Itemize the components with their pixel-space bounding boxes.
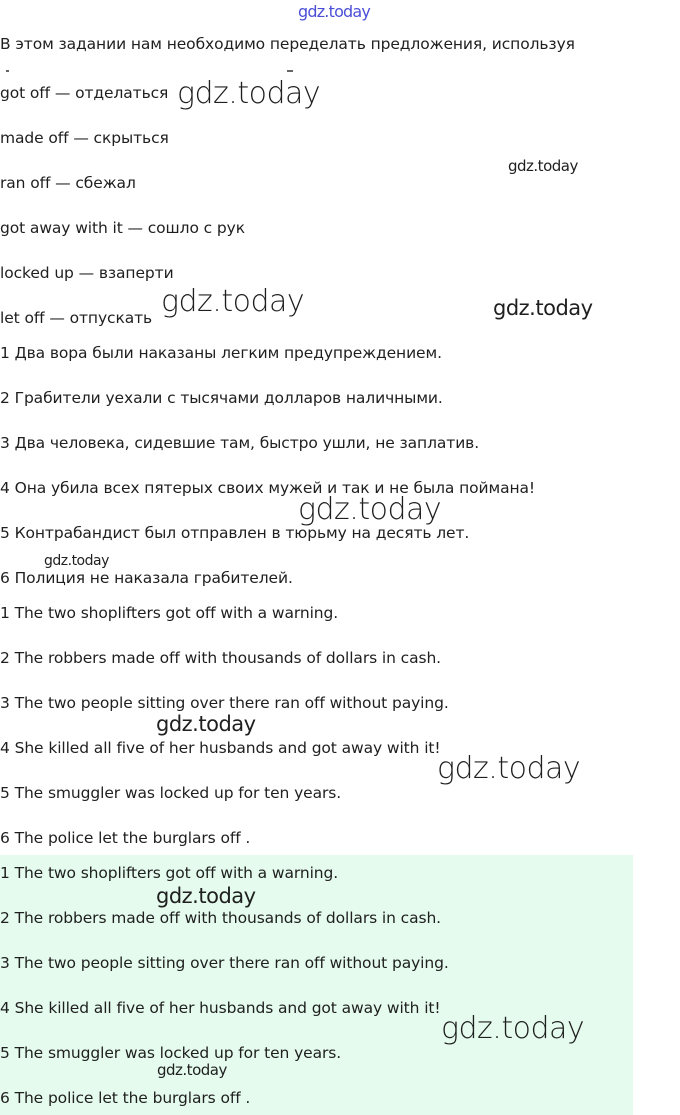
english-sentence: 4 She killed all five of her husbands and got away with it! — [0, 739, 441, 757]
watermark: gdz.today — [156, 712, 256, 736]
watermark: gdz.today — [493, 296, 593, 320]
watermark: gdz.today — [157, 1061, 227, 1079]
intro-text: В этом задании нам необходимо переделать предложения, используя — [0, 35, 575, 53]
russian-sentence: 1 Два вора были наказаны легким предупреждением. — [0, 344, 442, 362]
watermark: gdz.today — [437, 751, 581, 786]
vocabulary-item: made off — скрыться — [0, 129, 169, 147]
vocabulary-item: got off — отделаться — [0, 84, 169, 102]
english-sentence: 1 The two shoplifters got off with a warning. — [0, 604, 339, 622]
vocabulary-item: let off — отпускать — [0, 309, 153, 327]
english-sentence: 3 The two people sitting over there ran off without paying. — [0, 694, 449, 712]
watermark: gdz.today — [44, 553, 109, 569]
watermark: gdz.today — [508, 157, 578, 175]
english-sentence: 6 The police let the burglars off . — [0, 829, 251, 847]
english-sentence: 2 The robbers made off with thousands of dollars in cash. — [0, 649, 442, 667]
russian-sentence: 3 Два человека, сидевшие там, быстро ушли, не заплатив. — [0, 434, 480, 452]
answer-sentence: 5 The smuggler was locked up for ten years. — [0, 1044, 342, 1062]
russian-sentence: 4 Она убила всех пятерых своих мужей и так и не была поймана! — [0, 479, 536, 497]
vocabulary-item: locked up — взаперти — [0, 264, 174, 282]
watermark: gdz.today — [441, 1011, 585, 1046]
english-sentence: 5 The smuggler was locked up for ten years. — [0, 784, 342, 802]
answer-sentence: 2 The robbers made off with thousands of dollars in cash. — [0, 909, 442, 927]
watermark: gdz.today — [298, 2, 371, 21]
watermark: gdz.today — [177, 76, 321, 111]
watermark: gdz.today — [161, 284, 305, 319]
answer-sentence: 3 The two people sitting over there ran off without paying. — [0, 954, 449, 972]
vocabulary-item: ran off — сбежал — [0, 174, 136, 192]
answer-sentence: 4 She killed all five of her husbands and got away with it! — [0, 999, 441, 1017]
vocabulary-item: got away with it — сошло с рук — [0, 219, 245, 237]
russian-sentence: 2 Грабители уехали с тысячами долларов наличными. — [0, 389, 443, 407]
answer-sentence: 6 The police let the burglars off . — [0, 1089, 251, 1107]
russian-sentence: 5 Контрабандист был отправлен в тюрьму на десять лет. — [0, 524, 470, 542]
russian-sentence: 6 Полиция не наказала грабителей. — [0, 569, 293, 587]
watermark: gdz.today — [298, 492, 442, 527]
answer-sentence: 1 The two shoplifters got off with a warning. — [0, 864, 339, 882]
answer-block-background — [0, 855, 633, 1115]
watermark: gdz.today — [156, 884, 256, 908]
cut-off-text-fragment — [2, 62, 302, 74]
